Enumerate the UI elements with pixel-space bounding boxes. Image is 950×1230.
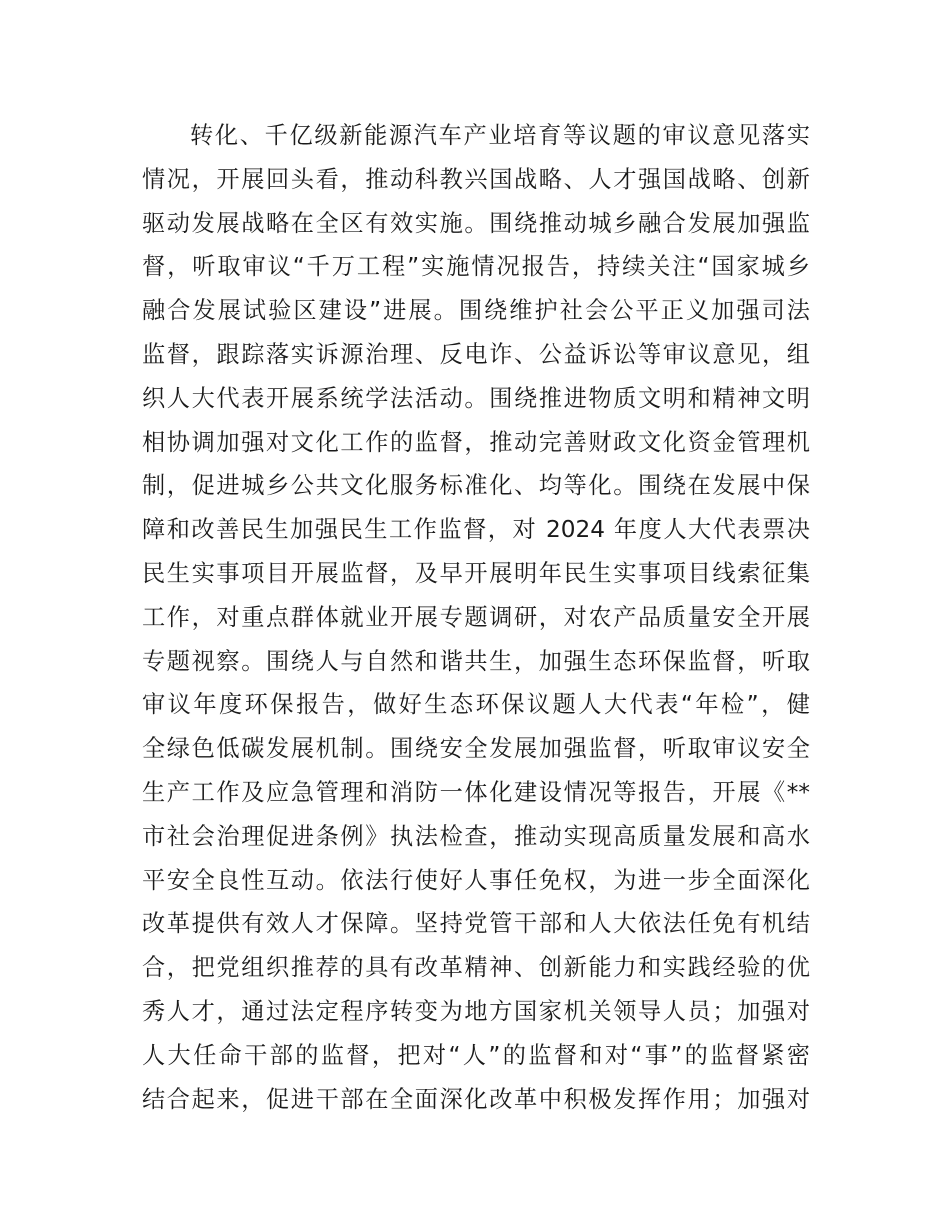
text-line: 转化、千亿级新能源汽车产业培育等议题的审议意见落实: [190, 122, 810, 149]
text-line: 合，把党组织推荐的具有改革精神、创新能力和实践经验的优: [142, 954, 810, 982]
text-line: 工作，对重点群体就业开展专题调研，对农产品质量安全开展: [142, 603, 810, 631]
body-paragraph: [142, 114, 810, 1121]
text-line: 平安全良性互动。依法行使好人事任免权，为进一步全面深化: [142, 866, 810, 894]
text-line: 驱动发展战略在全区有效实施。围绕推动城乡融合发展加强监: [142, 209, 810, 237]
text-line: 生产工作及应急管理和消防一体化建设情况等报告，开展《**: [142, 778, 810, 806]
text-line: 制，促进城乡公共文化服务标准化、均等化。围绕在发展中保: [142, 472, 810, 500]
text-line: 人大任命干部的监督，把对“人”的监督和对“事”的监督紧密: [142, 1041, 810, 1069]
text-line: 织人大代表开展系统学法活动。围绕推进物质文明和精神文明: [142, 384, 810, 412]
text-line: 结合起来，促进干部在全面深化改革中积极发挥作用；加强对: [142, 1085, 810, 1113]
text-line: 监督，跟踪落实诉源治理、反电诈、公益诉讼等审议意见，组: [142, 340, 810, 368]
text-line: 改革提供有效人才保障。坚持党管干部和人大依法任免有机结: [142, 910, 810, 938]
text-line: 相协调加强对文化工作的监督，推动完善财政文化资金管理机: [142, 428, 810, 456]
text-line: 融合发展试验区建设”进展。围绕维护社会公平正义加强司法: [142, 297, 810, 325]
text-line: 审议年度环保报告，做好生态环保议题人大代表“年检”，健: [142, 691, 810, 719]
text-line: 情况，开展回头看，推动科教兴国战略、人才强国战略、创新: [142, 165, 810, 193]
text-line: 督，听取审议“千万工程”实施情况报告，持续关注“国家城乡: [142, 253, 810, 281]
text-line: 专题视察。围绕人与自然和谐共生，加强生态环保监督，听取: [142, 647, 810, 675]
text-line: 市社会治理促进条例》执法检查，推动实现高质量发展和高水: [142, 822, 810, 850]
text-line: 民生实事项目开展监督，及早开展明年民生实事项目线索征集: [142, 559, 810, 587]
text-line: 秀人才，通过法定程序转变为地方国家机关领导人员；加强对: [142, 997, 810, 1025]
text-line: 障和改善民生加强民生工作监督，对 2024 年度人大代表票决: [142, 516, 810, 544]
text-line: 全绿色低碳发展机制。围绕安全发展加强监督，听取审议安全: [142, 735, 810, 763]
